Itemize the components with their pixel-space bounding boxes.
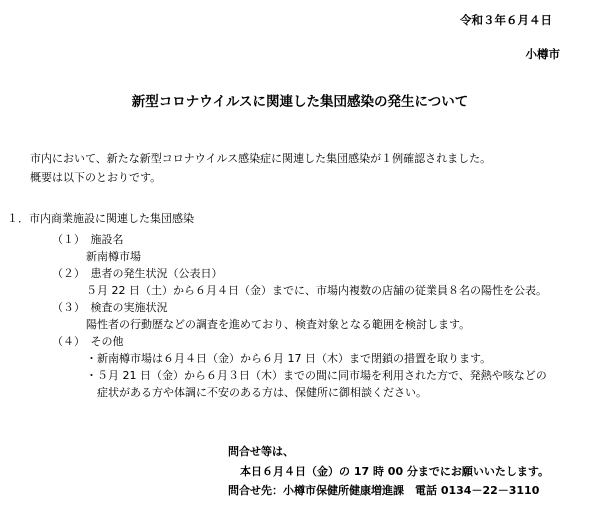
item-3-body: 陽性者の行動歴などの調査を進めており、検査対象となる範囲を検討します。 bbox=[86, 318, 471, 331]
contact-heading: 問合せ等は、 bbox=[228, 445, 294, 458]
item-2-body: ５月 22 日（土）から６月４日（金）までに、市場内複数の店舗の従業員８名の陽性を公表。 bbox=[86, 284, 547, 297]
item-3-label: （３） 検査の実施状況 bbox=[52, 301, 168, 314]
item-4-label: （４） その他 bbox=[52, 335, 124, 348]
item-4-bullet-2-cont: 症状がある方や体調に不安のある方は、保健所に御相談ください。 bbox=[86, 386, 427, 399]
item-1-body: 新南樽市場 bbox=[86, 250, 141, 263]
contact-hours: 本日６月４日（金）の 17 時 00 分までにお願いいたします。 bbox=[240, 465, 550, 478]
item-2-label: （２） 患者の発生状況（公表日） bbox=[52, 267, 223, 280]
document-title: 新型コロナウイルスに関連した集団感染の発生について bbox=[131, 94, 469, 110]
intro-line-1: 市内において、新たな新型コロナウイルス感染症に関連した集団感染が１例確認されました。 bbox=[30, 152, 492, 165]
section-title: １．市内商業施設に関連した集団感染 bbox=[7, 212, 194, 225]
item-1-label: （１） 施設名 bbox=[52, 233, 124, 246]
document-date: 令和３年６月４日 bbox=[460, 13, 552, 27]
contact-department: 問合せ先：小樽市保健所健康増進課 電話 0134－22－3110 bbox=[228, 484, 540, 497]
item-4-bullet-1: ・新南樽市場は６月４日（金）から６月 17 日（木）まで閉鎖の措置を取ります。 bbox=[86, 352, 492, 365]
intro-line-2: 概要は以下のとおりです。 bbox=[30, 171, 162, 184]
item-4-bullet-2: ・５月 21 日（金）から６月３日（木）までの間に同市場を利用された方で、発熱や咳などの bbox=[86, 369, 547, 382]
issuer-name: 小樽市 bbox=[525, 47, 560, 61]
